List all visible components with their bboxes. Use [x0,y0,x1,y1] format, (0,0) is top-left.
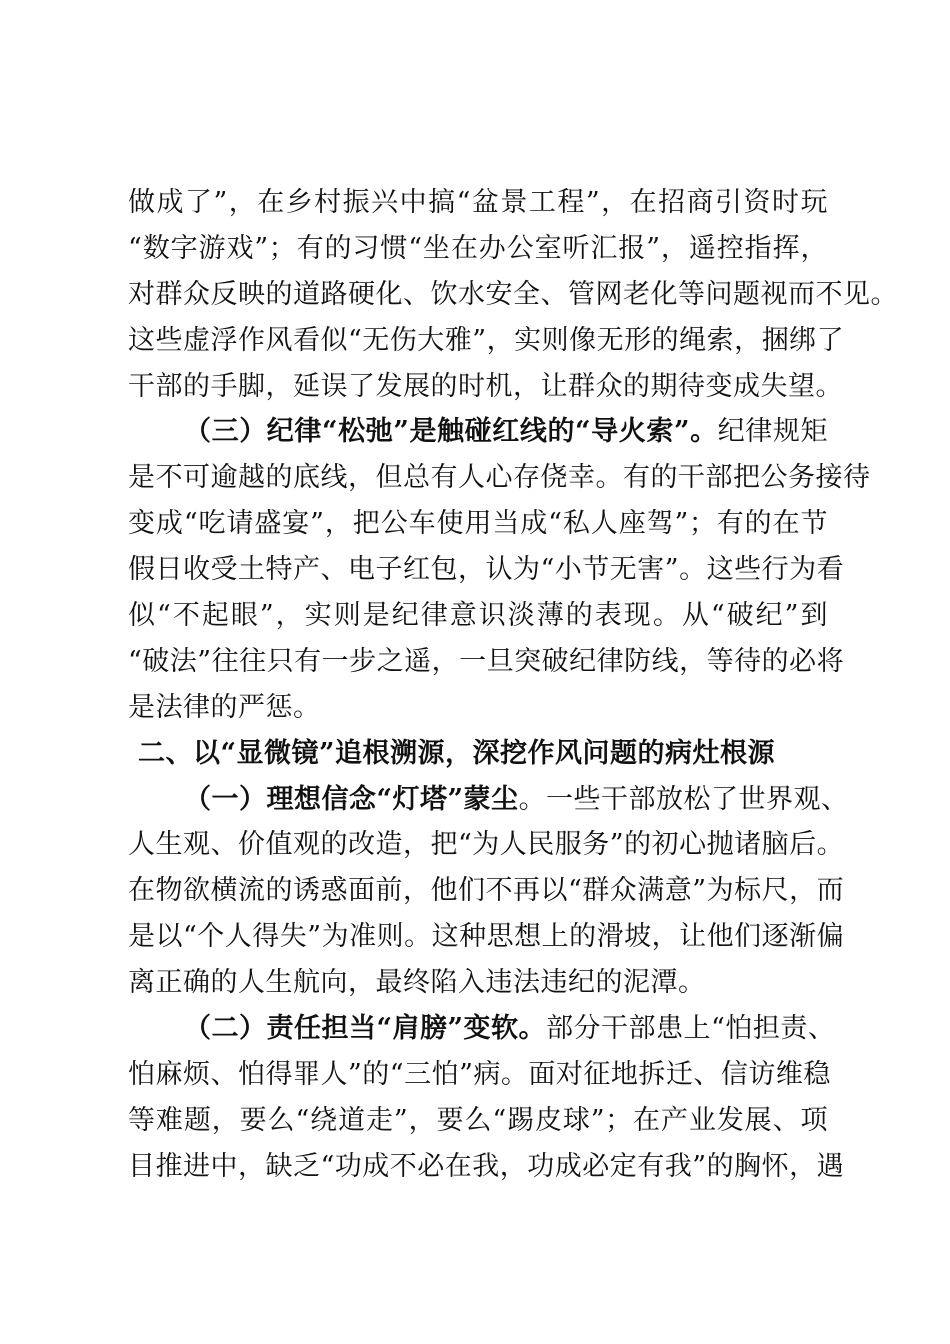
text-line: 是以“个人得失”为准则。这种思想上的滑坡，让他们逐渐偏 [128,921,845,953]
paragraph-lead-bold: （二）责任担当“肩膀”变软。 [184,1013,547,1045]
text-line: 似“不起眼”，实则是纪律意识淡薄的表现。从“破纪”到 [128,600,828,632]
paragraph-first-line [128,1006,836,1052]
text-line: 离正确的人生航向，最终陷入违法违纪的泥潭。 [128,967,706,999]
text-line: 是不可逾越的底线，但总有人心存侥幸。有的干部把公务接待 [128,462,871,494]
paragraph-lead-rest: 。一些干部放松了世界观、 [518,783,849,815]
paragraph-first-line [128,409,828,455]
text-line: 人生观、价值观的改造，把“为人民服务”的初心抛诸脑后。 [128,829,845,861]
text-line: “数字游戏”；有的习惯“坐在办公室听汇报”，遥控指挥， [128,232,828,264]
text-line: 对群众反映的道路硬化、饮水安全、管网老化等问题视而不见。 [128,278,898,310]
paragraph-first-line [128,777,849,823]
text-line: 怕麻烦、怕得罪人”的“三怕”病。面对征地拆迁、信访维稳 [128,1058,831,1090]
text-line: 这些虚浮作风看似“无伤大雅”，实则像无形的绳索，捆绑了 [128,324,845,356]
paragraph-lead-bold: （一）理想信念“灯塔”蒙尘 [184,783,519,815]
text-line: “破法”往往只有一步之遥，一旦突破纪律防线，等待的必将 [128,645,845,677]
text-line: 做成了”，在乡村振兴中搞“盆景工程”，在招商引资时玩 [128,187,828,218]
paragraph-lead-bold: （三）纪律“松弛”是触碰红线的“导火索”。 [184,416,718,448]
document-body [128,180,898,1190]
section-heading: 二、以“显微镜”追根溯源，深挖作风问题的病灶根源 [138,737,776,769]
text-line: 等难题，要么“绕道走”，要么“踢皮球”；在产业发展、项 [128,1104,828,1136]
text-line: 变成“吃请盛宴”，把公车使用当成“私人座驾”；有的在节 [128,508,828,540]
text-line: 目推进中，缺乏“功成不必在我，功成必定有我”的胸怀，遇 [128,1150,845,1182]
paragraph-lead-rest: 部分干部患上“怕担责、 [546,1013,836,1045]
text-line: 假日收受土特产、电子红包，认为“小节无害”。这些行为看 [128,554,845,586]
text-line: 在物欲横流的诱惑面前，他们不再以“群众满意”为标尺，而 [128,875,845,907]
text-line: 是法律的严惩。 [128,691,321,723]
paragraph-lead-rest: 纪律规矩 [717,416,828,448]
text-line: 干部的手脚，延误了发展的时机，让群众的期待变成失望。 [128,370,843,402]
